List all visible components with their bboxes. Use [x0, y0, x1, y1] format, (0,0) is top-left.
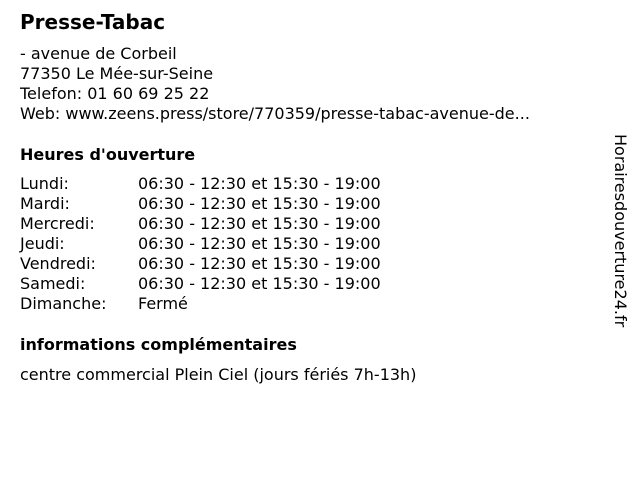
hours-row-thursday — [20, 234, 381, 254]
website-link[interactable]: Web: www.zeens.press/store/770359/presse-tabac-avenue-de... — [20, 104, 530, 123]
additional-info-heading: informations complémentaires — [20, 335, 297, 354]
day-label: Vendredi: — [20, 254, 96, 273]
opening-hours-list — [20, 174, 381, 314]
day-label: Dimanche: — [20, 294, 107, 313]
time-range: 06:30 - 12:30 et 15:30 - 19:00 — [138, 274, 381, 293]
hours-row-sunday — [20, 294, 381, 314]
opening-hours-heading: Heures d'ouverture — [20, 145, 196, 164]
site-watermark: Horairesdouverture24.fr — [611, 134, 630, 328]
address-street: - avenue de Corbeil — [20, 44, 177, 63]
time-range: 06:30 - 12:30 et 15:30 - 19:00 — [138, 174, 381, 193]
store-contact-block — [20, 44, 530, 124]
time-range: 06:30 - 12:30 et 15:30 - 19:00 — [138, 254, 381, 273]
hours-row-friday — [20, 254, 381, 274]
time-range: 06:30 - 12:30 et 15:30 - 19:00 — [138, 194, 381, 213]
address-city: 77350 Le Mée-sur-Seine — [20, 64, 214, 83]
day-label: Mercredi: — [20, 214, 95, 233]
time-range: 06:30 - 12:30 et 15:30 - 19:00 — [138, 214, 381, 233]
time-range: Fermé — [138, 294, 188, 313]
hours-row-tuesday — [20, 194, 381, 214]
day-label: Samedi: — [20, 274, 86, 293]
hours-row-saturday — [20, 274, 381, 294]
phone-number: Telefon: 01 60 69 25 22 — [20, 84, 210, 103]
hours-row-wednesday — [20, 214, 381, 234]
additional-info-text: centre commercial Plein Ciel (jours fériés 7h-13h) — [20, 365, 417, 384]
day-label: Mardi: — [20, 194, 70, 213]
day-label: Jeudi: — [20, 234, 65, 253]
store-name: Presse-Tabac — [20, 10, 166, 34]
day-label: Lundi: — [20, 174, 69, 193]
time-range: 06:30 - 12:30 et 15:30 - 19:00 — [138, 234, 381, 253]
hours-row-monday — [20, 174, 381, 194]
